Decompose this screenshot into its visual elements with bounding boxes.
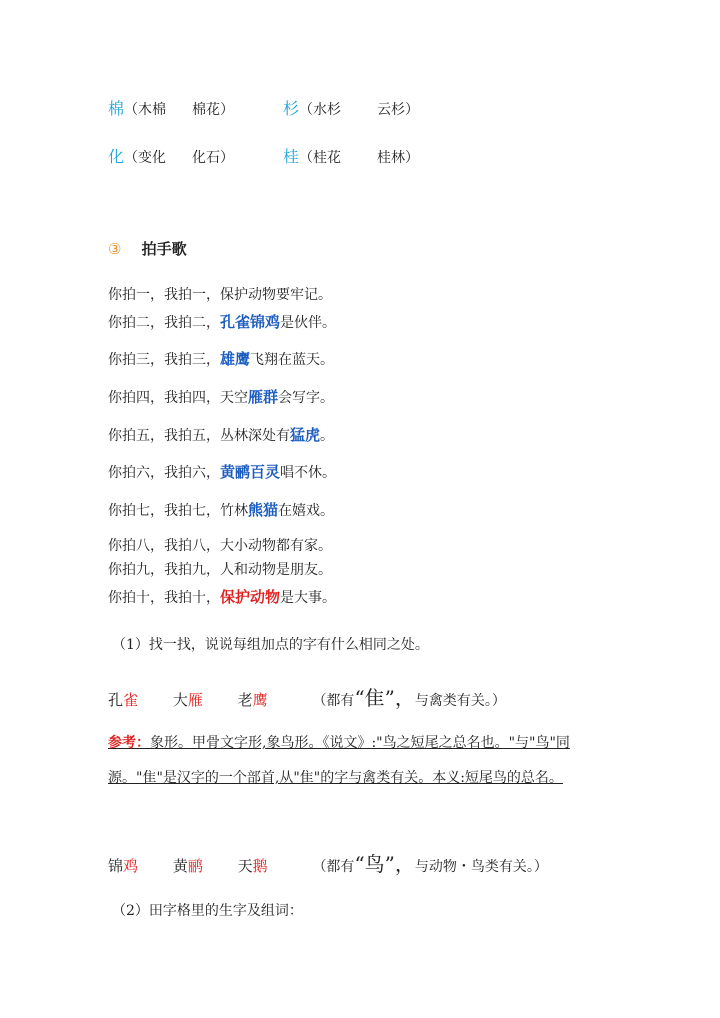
group-word: 黄鹂 xyxy=(172,857,203,875)
poem-line xyxy=(108,559,332,579)
group-word: 天鹅 xyxy=(237,857,268,875)
reference-paragraph xyxy=(108,726,613,796)
word-group-1 xyxy=(108,682,506,711)
vocab-word: 棉花） xyxy=(192,102,235,118)
group-note: 与动物・鸟类有关。） xyxy=(414,859,548,875)
group-note-radical: “隹”， xyxy=(354,686,415,710)
group-note-radical: “鸟”， xyxy=(354,852,415,876)
group-word: 孔雀 xyxy=(108,691,139,709)
vocab-word: 桂林） xyxy=(377,150,420,166)
poem-highlight: 保护动物 xyxy=(220,588,281,606)
group-word: 大雁 xyxy=(172,691,203,709)
vocab-char: 化 xyxy=(108,147,125,166)
poem-highlight: 雁群 xyxy=(248,388,279,406)
poem-highlight: 猛虎 xyxy=(290,426,321,444)
reference-text: 象形。甲骨文字形,象鸟形。《说文》:"鸟之短尾之总名也。"与"鸟"同源。"隹"是汉字的一个部首,从"隹"的字与禽类有关。本义:短尾鸟的总名。 xyxy=(108,735,570,786)
poem-text: 。 xyxy=(320,428,335,444)
poem-text: 你拍六，我拍六， xyxy=(108,465,220,481)
poem-text: 唱不休。 xyxy=(280,465,337,481)
vocab-char: 棉 xyxy=(108,99,125,118)
group-word: 老鹰 xyxy=(237,691,268,709)
vocab-entry xyxy=(108,96,234,119)
vocab-word: （水杉 xyxy=(299,102,342,118)
section-heading xyxy=(108,238,187,259)
poem-text: 你拍九，我拍九，人和动物是朋友。 xyxy=(108,562,332,578)
poem-highlight: 熊猫 xyxy=(248,501,279,519)
poem-highlight: 黄鹂百灵 xyxy=(220,463,281,481)
poem-text: 你拍五，我拍五，丛林深处有 xyxy=(108,428,290,444)
poem-highlight: 孔雀锦鸡 xyxy=(220,313,281,331)
poem-text: 你拍二，我拍二， xyxy=(108,315,220,331)
vocab-entry xyxy=(108,144,234,167)
vocab-word: 云杉） xyxy=(377,102,420,118)
vocab-entry xyxy=(283,96,419,119)
vocab-entry xyxy=(283,144,419,167)
poem-line xyxy=(108,348,334,369)
vocab-char: 桂 xyxy=(283,147,300,166)
poem-highlight: 雄鹰 xyxy=(220,350,251,368)
poem-line xyxy=(108,284,332,304)
poem-text: 飞翔在蓝天。 xyxy=(250,352,335,368)
poem-line xyxy=(108,461,336,482)
vocab-char: 杉 xyxy=(283,99,300,118)
group-note: （都有 xyxy=(312,859,355,875)
vocab-word: （变化 xyxy=(124,150,167,166)
group-note: （都有 xyxy=(312,693,355,709)
poem-line xyxy=(108,424,334,445)
poem-text: 你拍八，我拍八，大小动物都有家。 xyxy=(108,538,332,554)
vocab-word: （桂花 xyxy=(299,150,342,166)
poem-text: 你拍七，我拍七，竹林 xyxy=(108,503,248,519)
poem-line xyxy=(108,586,336,607)
question-1: （1）找一找，说说每组加点的字有什么相同之处。 xyxy=(112,637,429,653)
group-note: 与禽类有关。） xyxy=(414,693,506,709)
question-2: （2）田字格里的生字及组词： xyxy=(112,903,303,919)
vocab-word: （木棉 xyxy=(124,102,167,118)
poem-text: 你拍三，我拍三， xyxy=(108,352,220,368)
poem-text: 在嬉戏。 xyxy=(278,503,335,519)
poem-line xyxy=(108,499,334,520)
poem-line xyxy=(108,535,332,555)
vocab-word: 化石） xyxy=(192,150,235,166)
poem-text: 会写字。 xyxy=(278,390,335,406)
poem-line xyxy=(108,386,334,407)
poem-text: 是大事。 xyxy=(280,590,337,606)
reference-label: 参考： xyxy=(108,735,150,751)
section-title: 拍手歌 xyxy=(141,240,187,258)
section-number: ③ xyxy=(108,240,122,258)
word-group-2 xyxy=(108,848,548,877)
poem-text: 你拍四，我拍四，天空 xyxy=(108,390,248,406)
group-word: 锦鸡 xyxy=(108,857,139,875)
poem-text: 你拍十，我拍十， xyxy=(108,590,220,606)
poem-text: 你拍一，我拍一，保护动物要牢记。 xyxy=(108,287,332,303)
poem-line xyxy=(108,311,336,332)
poem-text: 是伙伴。 xyxy=(280,315,337,331)
